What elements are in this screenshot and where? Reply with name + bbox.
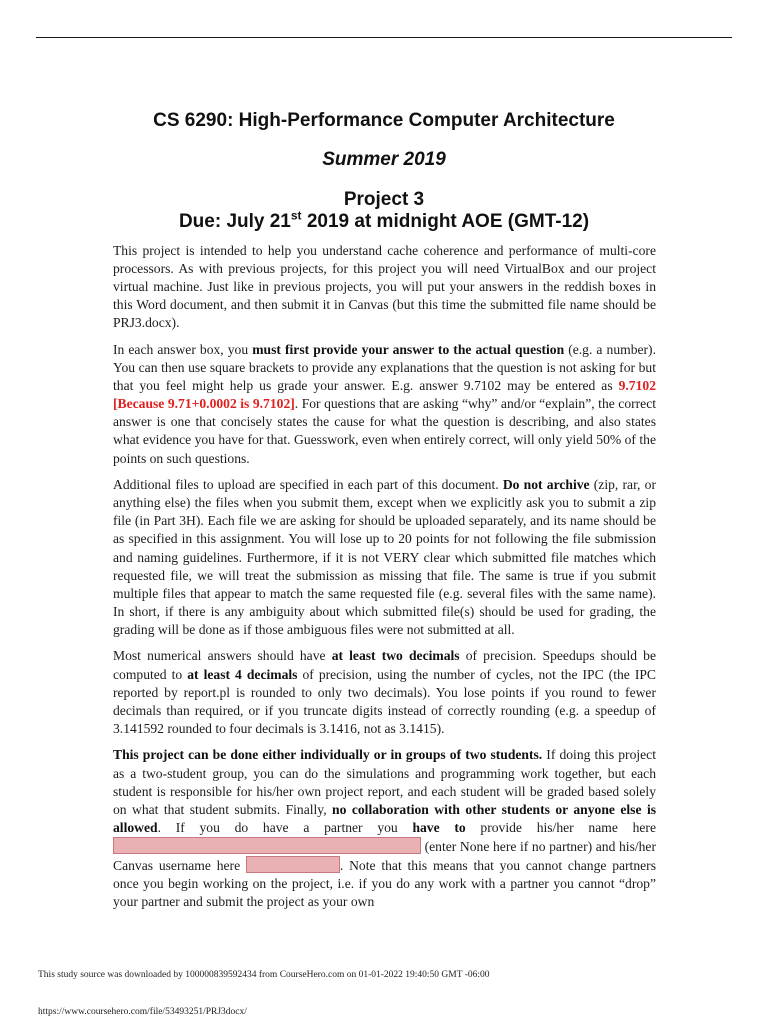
partner-name-answer-box[interactable] <box>113 837 421 854</box>
intro-paragraph <box>113 242 656 332</box>
due-prefix: Due: July 21 <box>178 211 291 232</box>
bold-run: must first provide your answer to the actual question <box>252 341 565 357</box>
text-run: Additional files to upload are specified in each part of this document. <box>113 477 503 493</box>
term-title: Summer 2019 <box>322 149 446 170</box>
bold-run: have to <box>412 819 466 835</box>
text-run: . For questions that are asking “why” and/or “explain”, the correct answer is one that concisely states the cause for what the question is describing, and also states what evidence you have for that. Guesswork, even when entirely correct, will only yield 50% of the points on such questions. <box>113 396 657 466</box>
document-body <box>113 242 656 920</box>
files-paragraph <box>113 476 656 639</box>
top-rule <box>36 37 732 38</box>
bold-run: Do not archive <box>502 477 590 493</box>
text-run: . Note that this means that you cannot change partners once you begin working on the project, i.e. if you do any work with a partner you cannot “drop” your partner and submit the project as your own <box>113 858 656 910</box>
bold-run: at least two decimals <box>331 648 460 664</box>
collaboration-paragraph <box>113 746 656 911</box>
source-url[interactable]: https://www.coursehero.com/file/53493251/PRJ3docx/ <box>38 1007 247 1017</box>
text-run: (enter None here if no partner) and his/her Canvas username here <box>113 838 656 873</box>
due-ordinal: st <box>290 208 302 223</box>
download-notice: This study source was downloaded by 100000839592434 from CourseHero.com on 01-01-2022 19:40:50 GMT -06:00 <box>38 970 490 980</box>
answer-box-paragraph <box>113 341 656 468</box>
intro-text: This project is intended to help you understand cache coherence and performance of multi-core processors. As with previous projects, for this project you will need VirtualBox and our project virtual machine. Just like in previous projects, you will put your answers in the reddish boxes in this Word document, and then submit it in Canvas (but this time the submitted file name should be PRJ3.docx). <box>113 243 656 331</box>
bold-run: This project can be done either individually or in groups of two students. <box>113 747 543 763</box>
text-run: of precision, using the number of cycles, not the IPC (the IPC reported by report.pl is rounded to only two decimals). You lose points if you round to fewer decimals than required, or if you truncate digits instead of correctly rounding (e.g. a speedup of 3.141592 rounded to four decimals is 3.1416, not as 3.1415). <box>113 666 656 736</box>
text-run: (e.g. a number). You can then use square brackets to provide any explanations that the question is not asking for but that you feel might help us grade your answer. E.g. answer 9.7102 may be entered as <box>113 341 656 394</box>
text-run: (zip, rar, or anything else) the files when you submit them, except when we explicitly ask you to submit a zip file (in Part 3H). Each file we are asking for should be uploaded separately, and its name should be as specified in this assignment. You will lose up to 20 points for not following the file submission and naming guidelines. Furthermore, if it is not VERY clear which submitted file matches which requested file, we will treat the submission as missing that file. The same is true if you submit multiple files that appear to match the same requested file (e.g. several files with the same name). In short, if there is any ambiguity about which submitted file(s) should be used for grading, the grading will be done as if those ambiguous files were not submitted at all. <box>113 477 656 637</box>
text-run: . If you do have a partner you <box>157 819 413 835</box>
text-run: of precision. Speedups should be computed to <box>113 648 656 682</box>
text-run: If doing this project as a two-student group, you can do the simulations and programming work together, but each student is responsible for his/her own project report, and each student will be graded based solely on what that student submits. Finally, <box>113 747 656 817</box>
text-run: provide his/her name here <box>465 819 656 835</box>
canvas-username-answer-box[interactable] <box>246 856 340 873</box>
text-run: Most numerical answers should have <box>113 648 332 664</box>
decimals-paragraph <box>113 647 656 737</box>
bold-run: at least 4 decimals <box>187 666 298 682</box>
due-suffix: 2019 at midnight AOE (GMT-12) <box>301 211 590 232</box>
bold-run: no collaboration with other students or anyone else is allowed <box>113 801 657 835</box>
text-run: In each answer box, you <box>113 341 253 357</box>
project-title: Project 3 <box>343 189 425 210</box>
red-example: 9.7102 [Because 9.71+0.0002 is 9.7102] <box>113 378 656 412</box>
course-title: CS 6290: High-Performance Computer Architecture <box>153 110 615 131</box>
due-date <box>36 208 732 233</box>
